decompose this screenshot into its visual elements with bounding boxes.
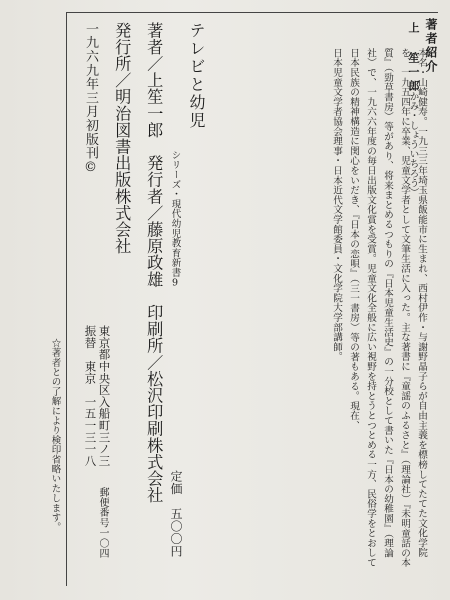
seal-omission-note: ☆著者との了解により検印省略いたします。 bbox=[49, 338, 61, 532]
publication-date: 一九六九年三月初版刊© bbox=[83, 22, 98, 176]
author-reading: （かみ・しょういちろう） bbox=[407, 82, 419, 198]
publisher-line: 発行所／明治図書出版株式会社 bbox=[112, 22, 132, 255]
credits-line: 著者／上笙一郎 発行者／藤原政雄 印刷所／松沢印刷株式会社 bbox=[144, 22, 164, 504]
author-intro-heading: 著者紹介 bbox=[424, 18, 438, 74]
transfer-account: 振替 東京 一五一三一八 bbox=[83, 325, 98, 467]
top-rule bbox=[66, 12, 438, 13]
postal-code: 郵便番号一〇四 bbox=[97, 487, 108, 559]
book-title: テレビと幼児 bbox=[187, 22, 206, 130]
series-name: シリーズ・現代幼児教育新書9 bbox=[169, 150, 181, 289]
biography-paragraph: 日本児童文学者協会理事・日本近代文学館委員・文化学院大学部講師。 bbox=[331, 48, 342, 362]
left-rule bbox=[66, 12, 67, 586]
biography-paragraph: 本名・山崎健寿。一九三三年埼玉県飯能市に生まれ、西村伊作・与謝野晶子らが自由主義を標榜してたてた文化学院を、一九五四年に卒業、児童文学者として文筆生活に入った。主な著書に『童謡のふるさと』（理論社）『未明童話の本質』（勁草書房）等があり、将来まとめるつもりの『日本児童生活史』の一分校として書いた『日本の幼稚園』（理論社）で、一九六六年度の毎日出版文化賞を受賞。児童文化全般に広い視野を持とうとつとめる一方、民俗学をとおして日本民族の精神構造に関心をいだき、『日本の恋唄』（三一書房）等の著もある。現在、 bbox=[348, 48, 427, 568]
publisher-address: 東京都中央区入船町三ノ三 bbox=[97, 325, 112, 467]
author-biography bbox=[246, 48, 430, 568]
author-name: 上 笙一郎 bbox=[407, 22, 420, 94]
price: 定価 五〇〇円 bbox=[169, 470, 183, 558]
